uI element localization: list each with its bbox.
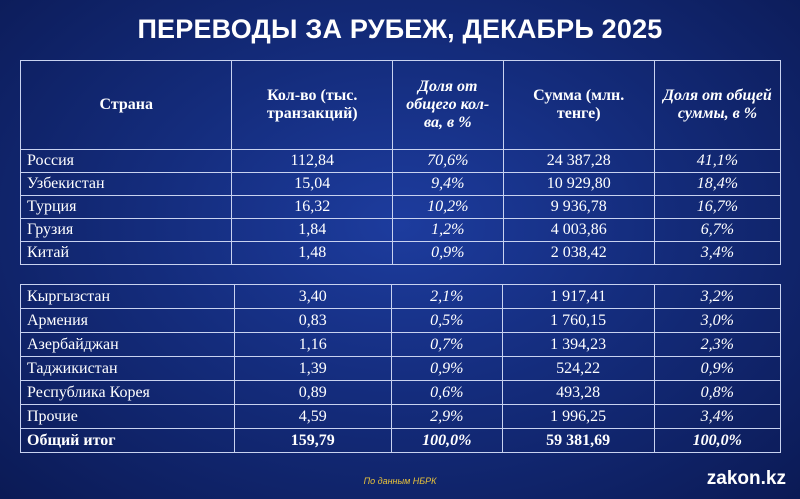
header-sum: Сумма (млн. тенге) [503,61,654,150]
table-row [21,405,781,429]
total-qty: 159,79 [234,429,391,453]
cell-country: Азербайджан [21,333,235,357]
table-row [21,309,781,333]
cell-sum-share: 3,0% [654,309,781,333]
table-row [21,173,781,196]
cell-qty-share: 0,6% [391,381,502,405]
cell-sum-share: 0,9% [654,357,781,381]
table-header-row [21,61,781,150]
total-qty-share: 100,0% [391,429,502,453]
cell-country: Республика Корея [21,381,235,405]
cell-qty-share: 1,2% [393,219,503,242]
cell-country: Таджикистан [21,357,235,381]
cell-qty-share: 2,1% [391,285,502,309]
cell-sum: 524,22 [502,357,654,381]
cell-qty: 0,83 [234,309,391,333]
cell-sum: 9 936,78 [503,196,654,219]
total-sum-share: 100,0% [654,429,781,453]
cell-qty-share: 0,5% [391,309,502,333]
cell-qty-share: 0,7% [391,333,502,357]
cell-qty-share: 0,9% [391,357,502,381]
cell-qty: 16,32 [232,196,393,219]
cell-qty: 1,39 [234,357,391,381]
cell-sum-share: 3,2% [654,285,781,309]
cell-sum: 1 394,23 [502,333,654,357]
cell-sum: 1 760,15 [502,309,654,333]
cell-qty-share: 70,6% [393,150,503,173]
cell-sum: 493,28 [502,381,654,405]
header-country: Страна [21,61,232,150]
cell-sum-share: 16,7% [654,196,780,219]
cell-qty: 1,48 [232,242,393,265]
transfers-table-top [20,60,781,265]
brand-logo: zakon.kz [706,468,786,489]
cell-country: Китай [21,242,232,265]
cell-qty: 4,59 [234,405,391,429]
total-label: Общий итог [21,429,235,453]
cell-sum: 1 996,25 [502,405,654,429]
table-row [21,285,781,309]
total-row [21,429,781,453]
transfers-table-bottom [20,284,781,453]
cell-sum-share: 3,4% [654,405,781,429]
cell-sum: 24 387,28 [503,150,654,173]
table-row [21,242,781,265]
cell-sum: 4 003,86 [503,219,654,242]
cell-qty: 0,89 [234,381,391,405]
table-row [21,219,781,242]
cell-country: Турция [21,196,232,219]
cell-country: Узбекистан [21,173,232,196]
cell-sum-share: 6,7% [654,219,780,242]
cell-country: Кыргызстан [21,285,235,309]
table-row [21,381,781,405]
cell-sum-share: 0,8% [654,381,781,405]
source-note: По данным НБРК [363,476,437,486]
cell-qty-share: 10,2% [393,196,503,219]
cell-qty: 15,04 [232,173,393,196]
header-qty-share: Доля от общего кол-ва, в % [393,61,503,150]
table-row [21,357,781,381]
cell-sum: 2 038,42 [503,242,654,265]
cell-qty: 112,84 [232,150,393,173]
cell-qty: 1,16 [234,333,391,357]
cell-qty-share: 9,4% [393,173,503,196]
cell-sum-share: 18,4% [654,173,780,196]
page-title: ПЕРЕВОДЫ ЗА РУБЕЖ, ДЕКАБРЬ 2025 [137,14,663,44]
cell-country: Армения [21,309,235,333]
cell-qty-share: 0,9% [393,242,503,265]
cell-sum-share: 3,4% [654,242,780,265]
header-qty: Кол-во (тыс. транзакций) [232,61,393,150]
cell-sum-share: 41,1% [654,150,780,173]
table-row [21,150,781,173]
cell-sum: 10 929,80 [503,173,654,196]
total-sum: 59 381,69 [502,429,654,453]
header-sum-share: Доля от общей суммы, в % [654,61,780,150]
cell-qty: 1,84 [232,219,393,242]
cell-qty: 3,40 [234,285,391,309]
cell-qty-share: 2,9% [391,405,502,429]
cell-sum-share: 2,3% [654,333,781,357]
table-row [21,333,781,357]
cell-sum: 1 917,41 [502,285,654,309]
cell-country: Россия [21,150,232,173]
cell-country: Прочие [21,405,235,429]
table-row [21,196,781,219]
cell-country: Грузия [21,219,232,242]
